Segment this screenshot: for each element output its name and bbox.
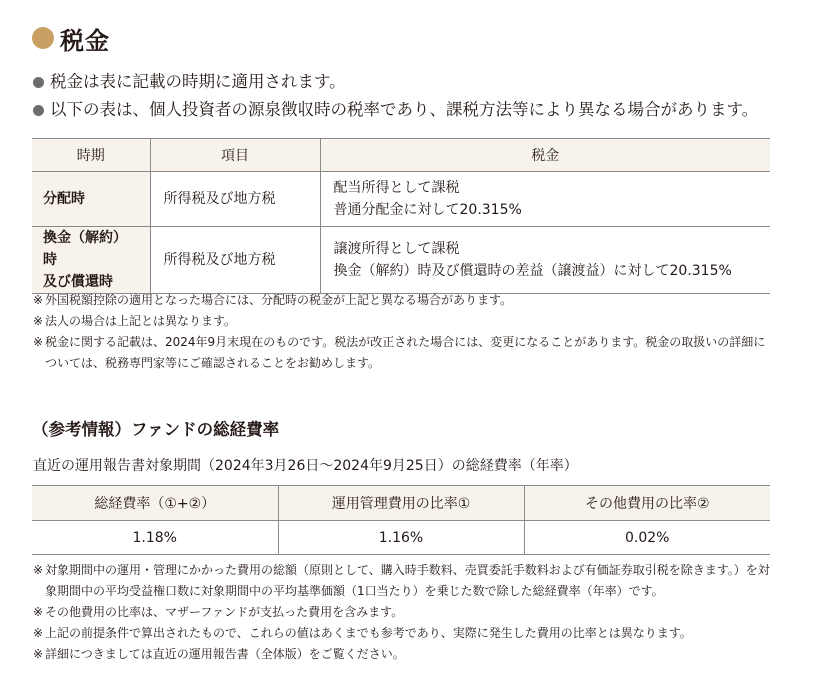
note-text: 税金に関する記載は、2024年9月末現在のものです。税法が改正された場合には、変更になることがあります。税金の取扱いの詳細については、税務専門家等にご確認されることをお勧めします。 — [45, 335, 766, 370]
tax-text-line: 配当所得として課税 — [333, 180, 460, 196]
note-mark: ※ — [33, 626, 44, 640]
item-text: 所得税及び地方税 — [163, 191, 276, 207]
header-period: 時期 — [32, 139, 150, 172]
tax-text-line: 普通分配金に対して20.315% — [333, 202, 522, 218]
table-row — [32, 172, 770, 227]
header-total-expense-ratio: 総経費率（①+②） — [32, 486, 278, 521]
reference-title: （参考情報）ファンドの総経費率 — [32, 420, 280, 439]
item-cell — [150, 172, 320, 227]
header-other-expense-ratio: その他費用の比率② — [524, 486, 770, 521]
note-text: 上記の前提条件で算出されたもので、これらの値はあくまでも参考であり、実際に発生した費用の比率とは異なります。 — [45, 626, 692, 640]
note-item — [33, 602, 773, 623]
bullet-text: 税金は表に記載の時期に適用されます。 — [50, 72, 346, 91]
management-fee-ratio-value: 1.16% — [278, 521, 524, 555]
note-text: 詳細につきましては直近の運用報告書（全体版）をご覧ください。 — [45, 647, 405, 661]
tax-cell — [320, 227, 770, 294]
note-item — [33, 560, 773, 602]
tax-table — [32, 138, 770, 294]
header-tax: 税金 — [320, 139, 770, 172]
other-expense-ratio-value: 0.02% — [524, 521, 770, 555]
note-mark: ※ — [33, 293, 44, 307]
bullet-dot-icon — [33, 77, 44, 88]
table-header-row — [32, 486, 770, 521]
note-mark: ※ — [33, 605, 44, 619]
period-cell — [32, 172, 150, 227]
note-mark: ※ — [33, 563, 44, 577]
note-mark: ※ — [33, 314, 44, 328]
total-expense-ratio-value: 1.18% — [32, 521, 278, 555]
note-item — [33, 311, 773, 332]
tax-cell — [320, 172, 770, 227]
bullet-item — [33, 68, 823, 96]
period-text-line: 換金（解約）時 — [43, 230, 127, 268]
table-header-row — [32, 139, 770, 172]
item-cell — [150, 227, 320, 294]
header-management-fee-ratio: 運用管理費用の比率① — [278, 486, 524, 521]
reference-subtitle: 直近の運用報告書対象期間（2024年3月26日～2024年9月25日）の総経費率（年率） — [33, 458, 578, 474]
note-text: その他費用の比率は、マザーファンドが支払った費用を含みます。 — [45, 605, 404, 619]
note-text: 法人の場合は上記とは異なります。 — [45, 314, 237, 328]
bullet-dot-icon — [33, 105, 44, 116]
note-text: 外国税額控除の適用となった場合には、分配時の税金が上記と異なる場合があります。 — [45, 293, 513, 307]
bullet-text: 以下の表は、個人投資者の源泉徴収時の税率であり、課税方法等により異なる場合があります。 — [50, 100, 759, 119]
note-item — [33, 623, 773, 644]
tax-notes — [33, 290, 773, 374]
title-dot-icon — [32, 27, 54, 49]
note-mark: ※ — [33, 335, 44, 349]
header-item: 項目 — [150, 139, 320, 172]
period-cell — [32, 227, 150, 294]
period-text-line: 及び償還時 — [43, 274, 113, 290]
tax-text-line: 譲渡所得として課税 — [333, 241, 460, 257]
section-title — [32, 22, 110, 54]
item-text: 所得税及び地方税 — [163, 252, 276, 268]
table-row — [32, 227, 770, 294]
note-text: 対象期間中の運用・管理にかかった費用の総額（原則として、購入時手数料、売買委託手数料および有価証券取引税を除きます。）を対象期間中の平均受益権口数に対象期間中の平均基準価額（1口当たり）を乗じた数で除した総経費率（年率）です。 — [45, 563, 770, 598]
note-item — [33, 290, 773, 311]
bullet-item — [33, 96, 823, 124]
bullet-list — [33, 68, 823, 124]
note-mark: ※ — [33, 647, 44, 661]
note-item — [33, 644, 773, 665]
note-item — [33, 332, 773, 374]
tax-text-line: 換金（解約）時及び償還時の差益（譲渡益）に対して20.315% — [333, 263, 732, 279]
table-row — [32, 521, 770, 555]
period-text: 分配時 — [43, 191, 85, 207]
reference-notes — [33, 560, 773, 665]
expense-ratio-table — [32, 485, 770, 555]
page-title: 税金 — [60, 26, 110, 55]
